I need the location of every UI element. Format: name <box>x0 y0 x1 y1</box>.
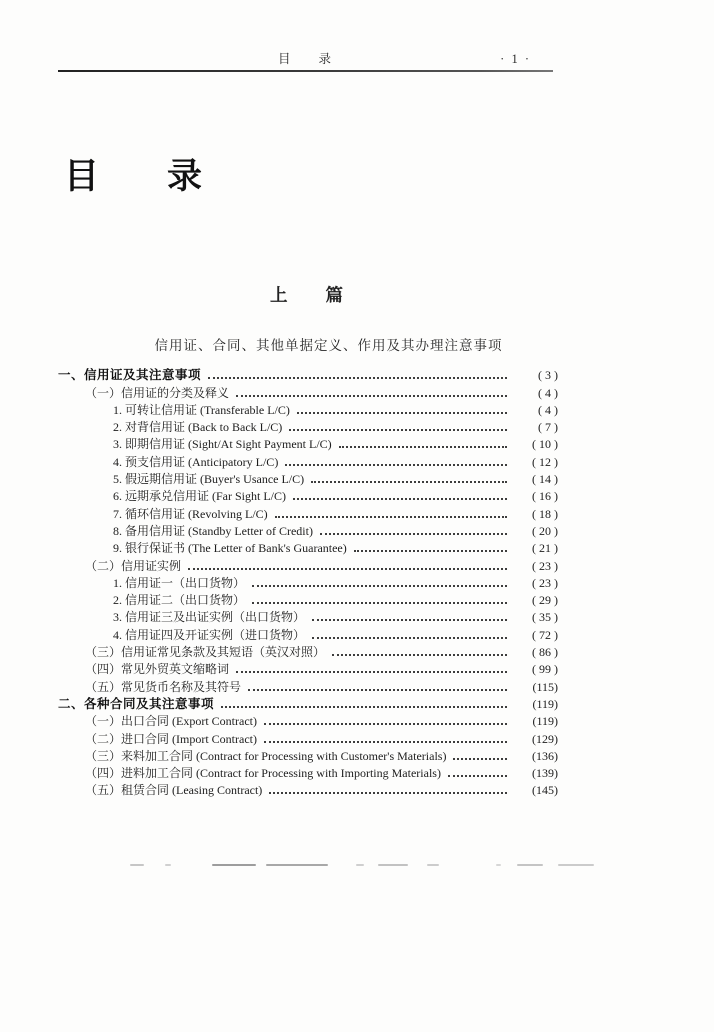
scan-artifact <box>558 864 594 866</box>
toc-leader-dots <box>248 689 507 691</box>
running-header <box>58 50 553 68</box>
running-header-title-right: 录 <box>318 52 334 66</box>
toc-leader-dots <box>236 395 507 397</box>
toc-entry <box>58 677 558 694</box>
toc-leader-dots <box>354 550 507 552</box>
main-title <box>64 158 202 197</box>
toc-entry-page: (136) <box>532 748 558 763</box>
part-title-left: 上 <box>270 285 288 305</box>
toc-entry-label: 2. 对背信用证 (Back to Back L/C) <box>113 420 283 435</box>
toc-entry-label: （四）常见外贸英文缩略词 <box>85 662 230 677</box>
scan-artifact <box>356 864 364 866</box>
toc-entry-page: ( 29 ) <box>532 593 558 608</box>
toc-entry-label: （二）进口合同 (Import Contract) <box>85 731 257 746</box>
toc-entry-page: ( 16 ) <box>532 489 558 504</box>
toc-entry-label: 2. 信用证二（出口货物） <box>113 593 246 608</box>
toc-entry-label: 5. 假远期信用证 (Buyer's Usance L/C) <box>113 472 305 487</box>
toc-leader-dots <box>188 568 507 570</box>
scan-artifact <box>130 864 144 866</box>
toc-entry-label: 6. 远期承兑信用证 (Far Sight L/C) <box>113 489 286 504</box>
toc-entry <box>58 504 558 521</box>
toc-entry <box>58 781 558 798</box>
toc-entry-label: （一）信用证的分类及释义 <box>85 385 230 400</box>
toc-entry-label: （五）常见货币名称及其符号 <box>85 679 242 694</box>
header-rule <box>58 70 553 72</box>
running-header-title-left: 目 <box>277 52 293 66</box>
toc-leader-dots <box>453 758 507 760</box>
toc-leader-dots <box>311 481 507 483</box>
toc-leader-dots <box>221 706 507 708</box>
toc-entry-page: (139) <box>532 766 558 781</box>
toc-entry <box>58 660 558 677</box>
toc-entry-page: (119) <box>532 714 558 729</box>
toc-entry <box>58 418 558 435</box>
toc-leader-dots <box>252 602 507 604</box>
toc-entry <box>58 712 558 729</box>
toc-entry-label: 1. 可转让信用证 (Transferable L/C) <box>113 402 290 417</box>
toc-leader-dots <box>208 377 507 379</box>
toc-leader-dots <box>448 775 507 777</box>
toc-entry-page: ( 23 ) <box>532 575 558 590</box>
toc-entry-page: ( 72 ) <box>532 627 558 642</box>
toc-entry <box>58 625 558 642</box>
scan-artifact <box>496 864 501 866</box>
toc-entry <box>58 487 558 504</box>
toc-leader-dots <box>293 498 507 500</box>
toc-entry-label: （四）进料加工合同 (Contract for Processing with Importing Materials) <box>85 766 441 781</box>
toc-leader-dots <box>289 429 507 431</box>
toc-leader-dots <box>312 619 507 621</box>
toc-entry-label: 4. 预支信用证 (Anticipatory L/C) <box>113 454 279 469</box>
toc-entry-label: 9. 银行保证书 (The Letter of Bank's Guarantee) <box>113 541 347 556</box>
toc-entry <box>58 383 558 400</box>
toc-entry <box>58 574 558 591</box>
scan-artifact <box>427 864 439 866</box>
toc-entry <box>58 539 558 556</box>
toc-leader-dots <box>320 533 507 535</box>
toc-entry <box>58 435 558 452</box>
toc-entry-label: 8. 备用信用证 (Standby Letter of Credit) <box>113 523 313 538</box>
toc-entry-page: ( 7 ) <box>538 420 558 435</box>
running-header-title <box>58 50 553 68</box>
toc-entry <box>58 470 558 487</box>
toc-entry-label: （二）信用证实例 <box>85 558 182 573</box>
toc-entry <box>58 747 558 764</box>
page-number: · 1 · <box>500 52 531 66</box>
toc-entry-page: ( 23 ) <box>532 558 558 573</box>
toc-entry <box>58 522 558 539</box>
toc-entry-page: ( 12 ) <box>532 454 558 469</box>
toc-entry <box>58 556 558 573</box>
toc-entry-page: ( 18 ) <box>532 506 558 521</box>
toc-leader-dots <box>269 792 507 794</box>
part-subtitle: 信用证、合同、其他单据定义、作用及其办理注意事项 <box>154 338 503 353</box>
toc-leader-dots <box>252 585 507 587</box>
scan-artifact <box>266 864 328 866</box>
scan-artifact <box>378 864 408 866</box>
toc-entry <box>58 591 558 608</box>
toc-entry-page: ( 3 ) <box>538 368 558 383</box>
toc-leader-dots <box>264 723 507 725</box>
toc-list <box>58 366 558 798</box>
toc-entry <box>58 366 558 383</box>
toc-entry-page: (129) <box>532 731 558 746</box>
toc-entry-page: ( 4 ) <box>538 402 558 417</box>
main-title-left: 目 <box>64 157 100 196</box>
part-title <box>58 282 555 307</box>
toc-entry-label: 3. 信用证三及出证实例（出口货物） <box>113 610 306 625</box>
toc-entry <box>58 401 558 418</box>
toc-entry-page: ( 20 ) <box>532 523 558 538</box>
toc-entry-page: (119) <box>532 696 558 711</box>
scan-artifact <box>165 864 171 866</box>
toc-entry-page: ( 99 ) <box>532 662 558 677</box>
toc-entry-label: 4. 信用证四及开证实例（进口货物） <box>113 627 306 642</box>
toc-leader-dots <box>264 741 507 743</box>
toc-entry-label: （三）来料加工合同 (Contract for Processing with Customer's Materials) <box>85 748 447 763</box>
toc-leader-dots <box>275 516 507 518</box>
toc-entry-label: （三）信用证常见条款及其短语（英汉对照） <box>85 645 326 660</box>
scan-artifact <box>212 864 256 866</box>
toc-leader-dots <box>332 654 507 656</box>
toc-entry-label: 1. 信用证一（出口货物） <box>113 575 246 590</box>
toc-entry-page: (145) <box>532 783 558 798</box>
toc-entry-label: 3. 即期信用证 (Sight/At Sight Payment L/C) <box>113 437 332 452</box>
toc-entry-label: 二、各种合同及其注意事项 <box>58 696 215 711</box>
scan-artifact <box>0 864 714 867</box>
toc-entry-page: ( 14 ) <box>532 472 558 487</box>
toc-entry <box>58 729 558 746</box>
scan-artifact <box>517 864 543 866</box>
toc-entry <box>58 608 558 625</box>
toc-entry-label: （五）租赁合同 (Leasing Contract) <box>85 783 263 798</box>
toc-entry <box>58 695 558 712</box>
toc-entry-page: ( 10 ) <box>532 437 558 452</box>
toc-entry-page: ( 4 ) <box>538 385 558 400</box>
toc-entry-page: ( 35 ) <box>532 610 558 625</box>
toc-leader-dots <box>285 464 507 466</box>
toc-leader-dots <box>339 446 507 448</box>
toc-entry-label: （一）出口合同 (Export Contract) <box>85 714 257 729</box>
toc-entry <box>58 643 558 660</box>
toc-entry-page: ( 86 ) <box>532 645 558 660</box>
toc-leader-dots <box>312 637 507 639</box>
main-title-right: 录 <box>167 157 203 196</box>
toc-leader-dots <box>236 671 507 673</box>
toc-entry-page: (115) <box>532 679 558 694</box>
part-title-right: 篇 <box>325 285 343 305</box>
toc-entry-label: 一、信用证及其注意事项 <box>58 368 202 383</box>
toc-entry <box>58 764 558 781</box>
toc-entry-page: ( 21 ) <box>532 541 558 556</box>
toc-entry <box>58 452 558 469</box>
toc-entry-label: 7. 循环信用证 (Revolving L/C) <box>113 506 268 521</box>
toc-leader-dots <box>297 412 507 414</box>
